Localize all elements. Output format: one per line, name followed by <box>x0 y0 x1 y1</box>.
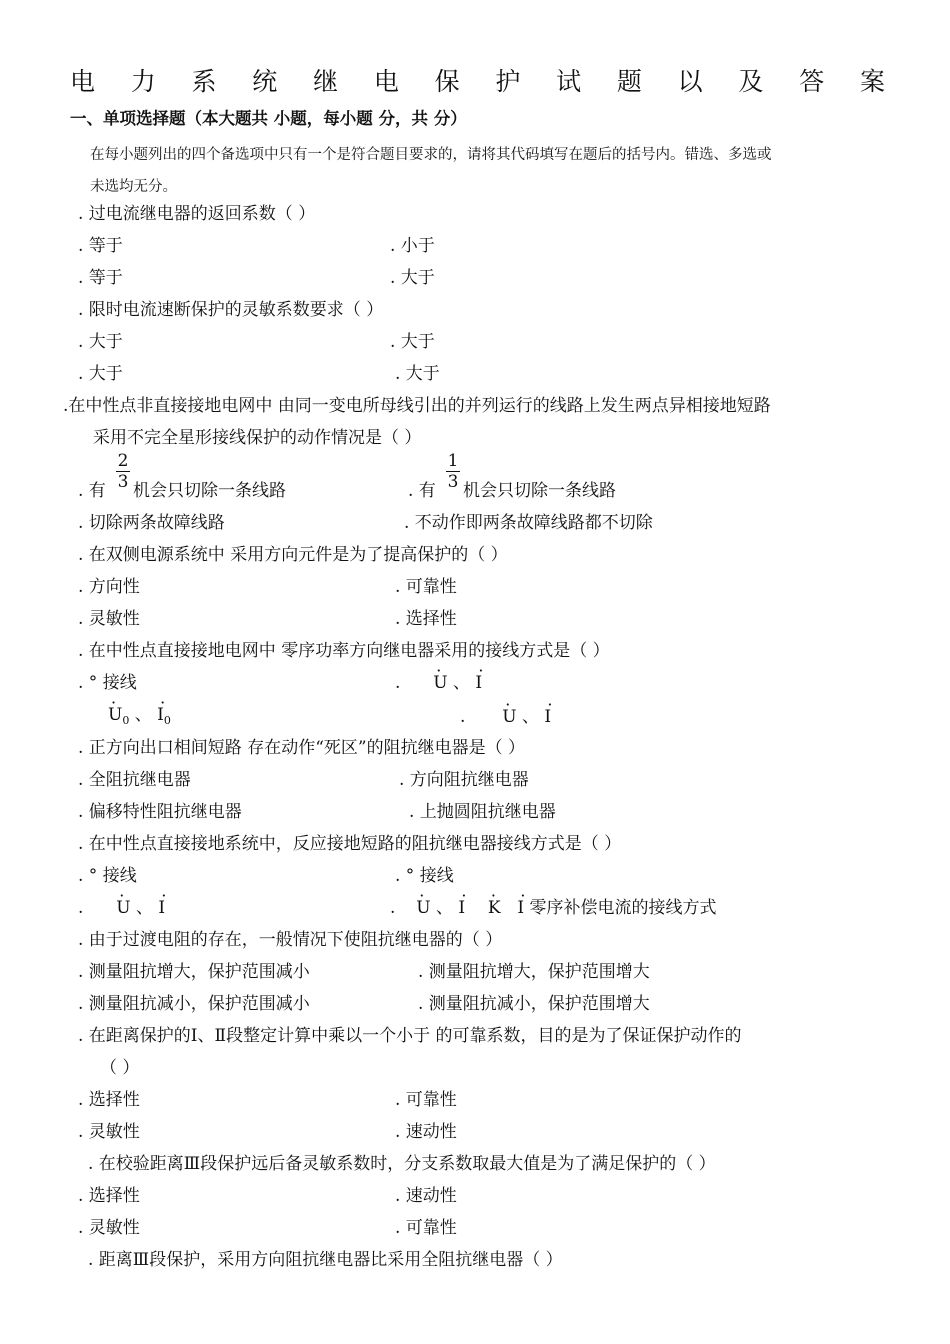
title-char: 以 <box>677 67 703 96</box>
separator: 、 <box>452 673 470 693</box>
question-7: . 在中性点直接接地系统中，反应接地短路的阻抗继电器接线方式是（ ） <box>78 834 622 854</box>
title-char: 继 <box>313 67 339 96</box>
option-c: . 测量阻抗减小，保护范围减小 <box>78 994 310 1014</box>
option-d: . 大于 <box>395 364 440 384</box>
option-b: . ° 接线 <box>395 866 454 886</box>
option-a: . 全阻抗继电器 <box>78 770 191 790</box>
current-symbol: · I <box>458 897 465 919</box>
option-d: . 上抛圆阻抗继电器 <box>409 802 556 822</box>
option-a: . 方向性 <box>78 577 140 597</box>
option-d: . 不动作即两条故障线路都不切除 <box>404 513 653 533</box>
option-d: . 可靠性 <box>395 1218 457 1238</box>
title-char: 护 <box>495 67 521 96</box>
question-5: . 在中性点直接接地电网中 零序功率方向继电器采用的接线方式是（ ） <box>78 641 610 661</box>
title-char: 题 <box>616 67 642 96</box>
option-c: . 灵敏性 <box>78 1218 140 1238</box>
question-11: . 距离Ⅲ段保护，采用方向阻抗继电器比采用全阻抗继电器（ ） <box>88 1250 563 1270</box>
option-a: . 选择性 <box>78 1186 140 1206</box>
separator: 、 <box>435 898 453 918</box>
fraction-one-third <box>446 452 460 491</box>
option-d: . 速动性 <box>395 1122 457 1142</box>
option-c: . 切除两条故障线路 <box>78 513 225 533</box>
option-d: . 选择性 <box>395 609 457 629</box>
voltage-symbol: · U <box>433 672 447 694</box>
question-9-cont: （ ） <box>100 1058 140 1078</box>
question-8: . 由于过渡电阻的存在，一般情况下使阻抗继电器的（ ） <box>78 930 503 950</box>
option-a: . ° 接线 <box>78 673 137 693</box>
option-a: . 测量阻抗增大，保护范围减小 <box>78 962 310 982</box>
voltage-symbol: · U <box>502 706 516 728</box>
question-4: . 在双侧电源系统中 采用方向元件是为了提高保护的（ ） <box>78 545 508 565</box>
question-2: . 限时电流速断保护的灵敏系数要求（ ） <box>78 300 384 320</box>
question-1: . 过电流继电器的返回系数（ ） <box>78 204 316 224</box>
option-d: . 测量阻抗减小，保护范围增大 <box>418 994 650 1014</box>
voltage-symbol: · U <box>116 897 130 919</box>
option-b: . 小于 <box>390 236 435 256</box>
option-b-text: 机会只切除一条线路 <box>463 481 616 501</box>
option-d-marker: . <box>390 898 396 918</box>
option-d <box>460 706 551 728</box>
option-b: . 大于 <box>390 332 435 352</box>
option-d-text: 零序补偿电流的接线方式 <box>529 898 717 918</box>
title-char: 保 <box>434 67 460 96</box>
compensation-factor-symbol: · K <box>488 897 501 919</box>
fraction-two-thirds <box>116 452 130 491</box>
option-b: . 可靠性 <box>395 577 457 597</box>
separator: 、 <box>135 898 153 918</box>
option-a: . ° 接线 <box>78 866 137 886</box>
title-char: 答 <box>799 67 825 96</box>
question-9: . 在距离保护的Ⅰ、Ⅱ段整定计算中乘以一个小于 的可靠系数，目的是为了保证保护动作的 <box>78 1026 742 1046</box>
fraction-denominator: 3 <box>117 472 129 492</box>
question-6: . 正方向出口相间短路 存在动作“死区”的阻抗继电器是（ ） <box>78 738 525 758</box>
option-c <box>108 704 171 732</box>
title-char: 电 <box>70 67 96 96</box>
option-b-marker: . <box>395 673 401 693</box>
current-symbol: · I <box>475 672 482 694</box>
option-c: . 偏移特性阻抗继电器 <box>78 802 242 822</box>
subscript: 0 <box>122 714 130 727</box>
option-b <box>395 672 482 694</box>
option-b-prefix: . 有 <box>408 481 436 501</box>
option-a: . 大于 <box>78 332 123 352</box>
question-3: .在中性点非直接接地电网中 由同一变电所母线引出的并列运行的线路上发生两点异相接地短路 <box>63 396 771 416</box>
separator: 、 <box>521 707 539 727</box>
instruction-line: 在每小题列出的四个备选项中只有一个是符合题目要求的，请将其代码填写在题后的括号内。错选、多选或 <box>90 147 772 163</box>
current-symbol: · I <box>517 897 524 919</box>
instruction-line: 未选均无分。 <box>90 179 177 195</box>
title-char: 电 <box>373 67 399 96</box>
option-c: . 大于 <box>78 364 123 384</box>
voltage-symbol: · U <box>416 897 430 919</box>
question-10: . 在校验距离Ⅲ段保护远后备灵敏系数时，分支系数取最大值是为了满足保护的（ ） <box>88 1154 716 1174</box>
option-a: . 等于 <box>78 236 123 256</box>
option-a: . 选择性 <box>78 1090 140 1110</box>
title-char: 系 <box>191 67 217 96</box>
option-a-prefix: . 有 <box>78 481 106 501</box>
fraction-numerator: 2 <box>117 451 129 471</box>
fraction-numerator: 1 <box>447 451 459 471</box>
option-b: . 速动性 <box>395 1186 457 1206</box>
option-d <box>390 897 717 919</box>
option-d-marker: . <box>460 707 466 727</box>
option-d: . 大于 <box>390 268 435 288</box>
option-b: . 方向阻抗继电器 <box>399 770 529 790</box>
option-c: . 等于 <box>78 268 123 288</box>
option-c <box>78 897 165 919</box>
current-symbol: · I <box>158 897 165 919</box>
current-symbol: · I <box>544 706 551 728</box>
option-c: . 灵敏性 <box>78 609 140 629</box>
title-char: 及 <box>738 67 764 96</box>
option-b: . 可靠性 <box>395 1090 457 1110</box>
option-c-marker: . <box>78 898 84 918</box>
section-heading: 一、单项选择题（本大题共 小题，每小题 分，共 分） <box>70 109 467 128</box>
title-char: 力 <box>130 67 156 96</box>
option-b: . 测量阻抗增大，保护范围增大 <box>418 962 650 982</box>
separator: 、 <box>134 705 152 725</box>
option-c: . 灵敏性 <box>78 1122 140 1142</box>
voltage-symbol: · U <box>108 704 122 726</box>
fraction-denominator: 3 <box>447 472 459 492</box>
document-title <box>70 62 885 98</box>
current-symbol: · I <box>157 704 164 726</box>
option-a-text: 机会只切除一条线路 <box>133 481 286 501</box>
question-3-cont: 采用不完全星形接线保护的动作情况是（ ） <box>93 428 422 448</box>
title-char: 统 <box>252 67 278 96</box>
subscript: 0 <box>163 714 171 727</box>
title-char: 案 <box>859 67 885 96</box>
title-char: 试 <box>556 67 582 96</box>
